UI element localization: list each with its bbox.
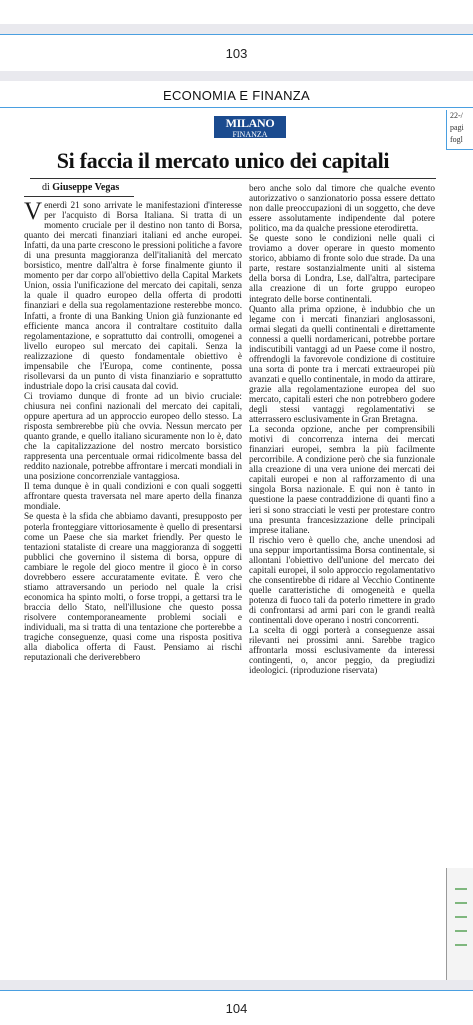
newspaper-logo <box>214 116 286 138</box>
paragraph <box>24 200 242 391</box>
adjacent-page-thumbnail <box>446 868 473 988</box>
section-divider <box>0 107 473 108</box>
viewer-gap <box>0 71 473 81</box>
logo-line1: MILANO <box>225 116 275 130</box>
article-column-2 <box>249 183 435 823</box>
section-title: ECONOMIA E FINANZA <box>163 88 310 103</box>
paragraph-text: enerdì 21 sono arrivate le manifestazioni d'interesse per l'acquisto di Borsa Italiana. Si tratta di un momento cruciale per il destino non tanto di Borsa, quanto dei mercati finanziari italiani ed anche europei. Infatti, da una parte crescono le pressioni politiche a favore di una presunta maggioranza dell'italianità del mercato borsistico, mentre dall'altra è forse finalmente giunto il momento per dar corpo all'obiettivo della Capital Markets Union, ossia l'unificazione del mercato dei capitali, senza la quale il quadro europeo della offerta di prodotti finanziari e della sua regolamentazione resterebbe monco. Infatti, a fronte di una Banking Union già funzionante ed efficiente manca ancora il contraltare costituito dalla regolamentazione, e soprattutto dai controlli, omogenei a livello europeo sul mercato dei capitali. Senza la realizzazione di questo fondamentale obiettivo è impensabile che l'Europa, come continente, possa risollevarsi da un punto di vista finanziario e soprattutto industriale dopo la crisi causata dal covid. <box>24 200 242 391</box>
article-column-1 <box>24 200 242 890</box>
fragment-line3: fogl <box>450 135 463 144</box>
fragment-line1: 22-/ <box>450 111 463 120</box>
logo-line2: FINANZA <box>232 130 268 139</box>
paragraph: bero anche solo dal timore che qualche evento autorizzativo o sanzionatorio possa essere dettato non dalle preoccupazioni di un soggetto, che deve essere assolutamente indipendente dal potere politico, ma da qualche pressione eterodiretta. <box>249 183 435 234</box>
byline-author: Giuseppe Vegas <box>52 182 120 193</box>
page-number-top-label: 103 <box>225 45 248 61</box>
paragraph: Il tema dunque è in quali condizioni e con quali soggetti affrontare questa traversata nel mare aperto della finanza mondiale. <box>24 481 242 512</box>
page-number-bottom-label: 104 <box>225 1000 248 1016</box>
headline-rule <box>30 178 436 179</box>
fragment-line2: pagi <box>450 123 464 132</box>
paragraph: Il rischio vero è quello che, anche unendosi ad una seppur importantissima Borsa continentale, si allontani l'obiettivo dell'unione del mercato dei capitali europei, il solo approccio regolamentativo che consentirebbe di ridare al Vecchio Continente quelle caratteristiche di omogeneità e quella potenza di fuoco tali da poterlo rimettere in grado di confrontarsi ad armi pari con le grandi realtà continentali dove operano i nostri concorrenti. <box>249 534 435 626</box>
paragraph: Quanto alla prima opzione, è indubbio che un legame con i mercati finanziari anglosassoni, ormai slegati da quelli continentali e direttamente connessi a quelli nordamericani, potrebbe portare indiscutibili vantaggi ad un Paese come il nostro, offrendogli la favorevole condizione di costituire una sorta di ponte tra i mercati extraeuropei più avanzati e quello continentale, in modo da attirare, grazie alla regolamentazione europea del suo mercato, capitali esteri che non potrebbero godere degli stessi vantaggi regolamentativi se atterrassero esclusivamente in Gran Bretagna. <box>249 303 435 425</box>
byline-prefix: di <box>42 182 50 193</box>
paragraph: La scelta di oggi porterà a conseguenze assai rilevanti nei prossimi anni. Sarebbe tragico affrontarla mossi esclusivamente da interessi contingenti, o, ancor peggio, da pregiudizi ideologici. (riproduzione riservata) <box>249 625 435 676</box>
article-byline <box>24 182 244 193</box>
page-number-top <box>0 34 473 72</box>
drop-cap: V <box>24 200 43 225</box>
paragraph: La seconda opzione, anche per comprensibili motivi di concorrenza interna dei mercati finanziari europei, sembra la più facilmente percorribile. A condizione però che sia funzionale alla creazione di una vera unione dei mercati dei capitali europei e non al rafforzamento di una singola Borsa nazionale. E qui non è tanto in questione la paese contraddizione di quanti fino a ieri si sono stracciati le vesti per protestare contro una presunta francesizzazione delle principali imprese italiane. <box>249 424 435 535</box>
paragraph: Se queste sono le condizioni nelle quali ci troviamo a dover operare in questo momento storico, abbiamo di fronte solo due strade. Da una parte, restare sostanzialmente uniti al sistema della borsa di Londra, Lse, dall'altra, partecipare alla creazione di un forte gruppo europeo integrato delle borse continentali. <box>249 233 435 304</box>
adjacent-page-fragment <box>446 110 473 150</box>
paragraph: Ci troviamo dunque di fronte ad un bivio cruciale: chiusura nei confini nazionali del mercato dei capitali, oppure apertura ad un approccio europeo dello stesso. La risposta sembrerebbe più che ovvia. Nessun mercato per quanto grande, e quello italiano sicuramente non lo è, dato che la capitalizzazione del nostro mercato borsistico rappresenta una percentuale ormai ridicolmente bassa del reddito nazionale, potrebbe affrontare i mercati mondiali in una posizione concorrenziale vantaggiosa. <box>24 390 242 482</box>
paragraph: Se questa è la sfida che abbiamo davanti, presupposto per poterla fronteggiare vittoriosamente è quello di presentarsi come un Paese che sia market friendly. Per questo le tentazioni stataliste di creare una maggioranza di soggetti pubblici che governino il sistema di borsa, oppure di cambiare le regole del gioco mentre il gioco è in corso dovrebbero essere accuratamente evitate. È vero che stiamo attraversando un periodo nel quale la crisi economica ha spinto molti, o forse troppi, a gettarsi tra le braccia dello Stato, nell'illusione che questo possa risolvere contemporaneamente problemi sociali e individuali, ma si tratta di una tentazione che porterebbe a tragiche conseguenze, quasi come una risposta positiva alla diabolica offerta di Faust. Pensiamo ai rischi reputazionali che deriverebbero <box>24 511 242 663</box>
page-number-bottom <box>0 990 473 1025</box>
byline-rule <box>24 196 134 197</box>
viewer-gap-top <box>0 24 473 34</box>
article-headline: Si faccia il mercato unico dei capitali <box>56 148 390 173</box>
viewer-gap-bottom <box>0 980 473 990</box>
